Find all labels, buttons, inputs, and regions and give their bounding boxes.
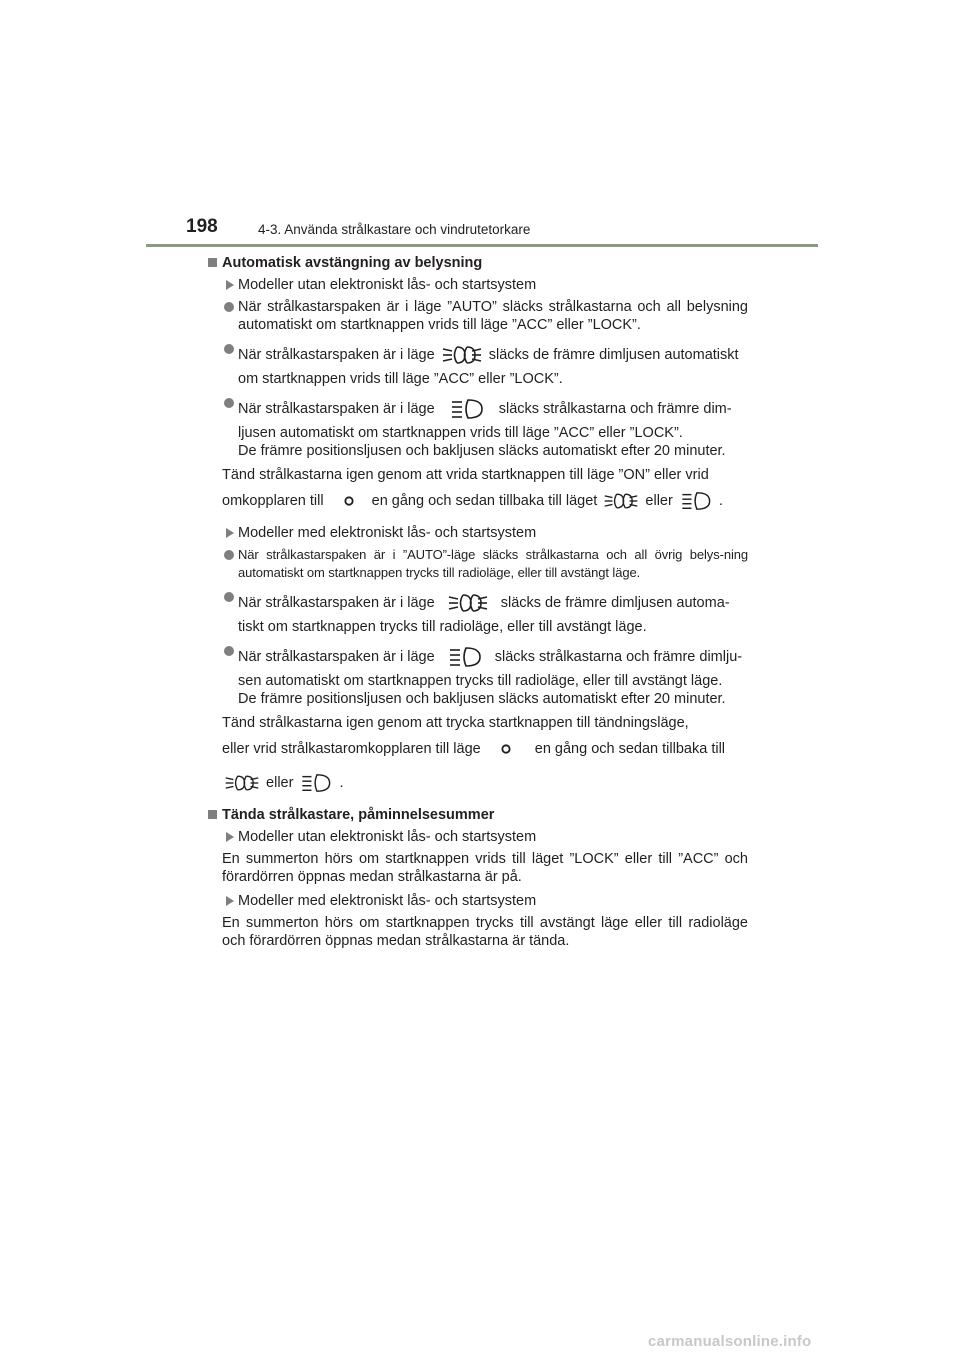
front-fog-light-icon (447, 592, 489, 614)
watermark: carmanualsonline.info (648, 1333, 812, 1350)
paragraph-text: Tänd strålkastarna igen genom att vrida startknappen till läge ”ON” eller vrid (222, 467, 709, 483)
section-heading-auto-off (208, 254, 748, 272)
paragraph (208, 466, 748, 518)
list-item-text: släcks de främre dimljusen automatiskt (488, 347, 739, 363)
model-label (208, 524, 748, 542)
round-bullet-icon (224, 398, 234, 408)
lights-off-icon (499, 741, 513, 757)
square-bullet-icon (208, 258, 217, 267)
list-item-text: tiskt om startknappen trycks till radioläge, eller till avstängt läge. (238, 619, 647, 635)
paragraph (208, 714, 748, 800)
section-heading-reminder (208, 806, 748, 824)
paragraph-text: eller vrid strålkastaromkopplaren till läge (222, 741, 481, 757)
list-item-text: När strålkastarspaken är i läge (238, 649, 435, 665)
list-item-text: När strålkastarspaken är i läge (238, 595, 435, 611)
page-content (208, 254, 748, 956)
header-rule (146, 244, 818, 247)
paragraph-text: Tänd strålkastarna igen genom att trycka startknappen till tändningsläge, (222, 715, 689, 731)
model-label-text: Modeller med elektroniskt lås- och startsystem (238, 525, 537, 541)
front-fog-light-icon (441, 344, 483, 366)
paragraph-text: eller (266, 775, 294, 791)
paragraph: En summerton hörs om startknappen trycks till avstängt läge eller till radioläge och förardörren öppnas medan strålkastarna är tända. (222, 915, 748, 949)
list-item (208, 394, 748, 460)
round-bullet-icon (224, 646, 234, 656)
list-item-text: sen automatiskt om startknappen trycks till radioläge, eller till avstängt läge. (238, 673, 723, 689)
headlight-icon (679, 491, 713, 511)
front-fog-light-icon (224, 773, 260, 793)
model-label-text: Modeller utan elektroniskt lås- och startsystem (238, 829, 537, 845)
list-item (208, 298, 748, 334)
headlight-icon (447, 646, 483, 668)
paragraph-text: en gång och sedan tillbaka till läget (371, 493, 598, 509)
round-bullet-icon (224, 592, 234, 602)
paragraph-text: . (718, 493, 723, 509)
model-label (208, 276, 748, 294)
list-item-text: När strålkastarspaken är i läge (238, 347, 435, 363)
list-item-text: När strålkastarspaken är i läge ”AUTO” släcks strålkastarna och all belysning automatiskt om startknappen vrids till läge ”ACC” eller ”LOCK”. (238, 299, 748, 333)
triangle-bullet-icon (226, 896, 234, 906)
lights-off-icon (342, 493, 356, 509)
triangle-bullet-icon (226, 832, 234, 842)
list-item (208, 588, 748, 636)
list-item-text: ljusen automatiskt om startknappen vrids till läge ”ACC” eller ”LOCK”. (238, 425, 683, 441)
heading-text: Tända strålkastare, påminnelsesummer (222, 807, 495, 823)
square-bullet-icon (208, 810, 217, 819)
page-number: 198 (186, 216, 218, 237)
list-item-text: om startknappen vrids till läge ”ACC” eller ”LOCK”. (238, 371, 563, 387)
paragraph-text: omkopplaren till (222, 493, 324, 509)
headlight-icon (449, 398, 485, 420)
round-bullet-icon (224, 344, 234, 354)
paragraph-text: eller (645, 493, 673, 509)
paragraph-text: en gång och sedan tillbaka till (534, 741, 726, 757)
list-item-text: släcks de främre dimljusen automa- (500, 595, 730, 611)
triangle-bullet-icon (226, 528, 234, 538)
list-item (208, 642, 748, 708)
list-item (208, 340, 748, 388)
headlight-icon (299, 773, 333, 793)
list-item-text: De främre positionsljusen och bakljusen släcks automatiskt efter 20 minuter. (238, 443, 726, 459)
round-bullet-icon (224, 302, 234, 312)
model-label-text: Modeller med elektroniskt lås- och startsystem (238, 893, 537, 909)
list-item-text: När strålkastarspaken är i läge (238, 401, 435, 417)
front-fog-light-icon (603, 491, 639, 511)
triangle-bullet-icon (226, 280, 234, 290)
model-label (208, 828, 748, 846)
list-item-text: De främre positionsljusen och bakljusen släcks automatiskt efter 20 minuter. (238, 691, 726, 707)
list-item-text: släcks strålkastarna och främre dim- (498, 401, 732, 417)
model-label-text: Modeller utan elektroniskt lås- och startsystem (238, 277, 537, 293)
section-title: 4-3. Använda strålkastare och vindrutetorkare (258, 222, 531, 237)
round-bullet-icon (224, 550, 234, 560)
list-item-text: När strålkastarspaken är i ”AUTO”-läge släcks strålkastarna och all övrig belys-ning automatiskt om startknappen trycks till radioläge, eller till avstängt läge. (238, 547, 748, 580)
paragraph-text: . (339, 775, 344, 791)
paragraph: En summerton hörs om startknappen vrids till läget ”LOCK” eller till ”ACC” och förardörren öppnas medan strålkastarna är på. (222, 851, 748, 885)
heading-text: Automatisk avstängning av belysning (222, 255, 483, 271)
model-label (208, 892, 748, 910)
list-item-text: släcks strålkastarna och främre dimlju- (494, 649, 743, 665)
list-item (208, 546, 748, 582)
